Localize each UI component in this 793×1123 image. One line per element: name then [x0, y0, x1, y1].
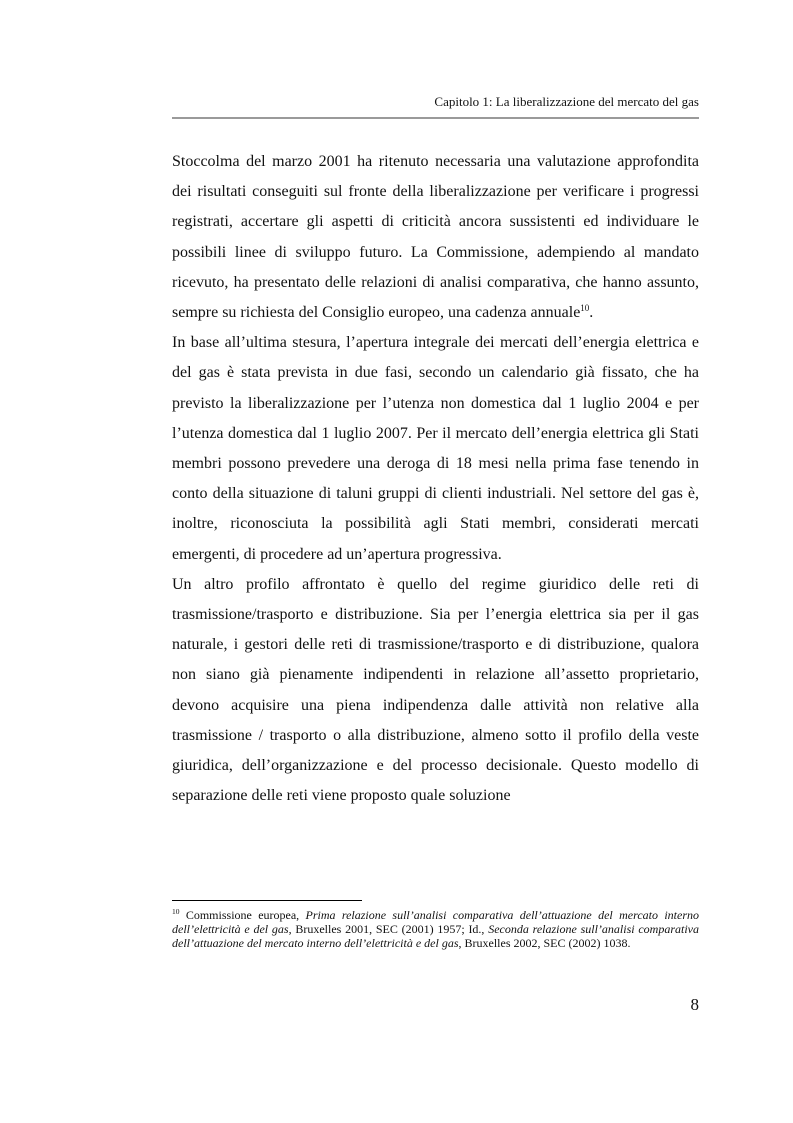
paragraph-1-text: Stoccolma del marzo 2001 ha ritenuto necessaria una valutazione approfondita dei risultati conseguiti sul fronte della liberalizzazione per verificare i progressi registrati, accertare gli aspetti di criticità ancora sussistenti ed individuare le possibili linee di sviluppo futuro. La Commissione, adempiendo al mandato ricevuto, ha presentato delle relazioni di analisi comparativa, che hanno assunto, sempre su richiesta del Consiglio europeo, una cadenza annuale	[172, 153, 699, 322]
footnote-text-2: , Bruxelles 2001, SEC (2001) 1957; Id.,	[288, 922, 489, 937]
footnote	[172, 908, 699, 951]
paragraph-1-end: .	[589, 304, 594, 322]
running-header: Capitolo 1: La liberalizzazione del mercato del gas	[434, 94, 699, 109]
footnote-reference[interactable]: 10	[580, 303, 590, 314]
paragraph-1	[172, 147, 699, 328]
footnote-separator	[172, 900, 362, 901]
body-text	[172, 147, 699, 811]
footnote-number: 10	[172, 907, 180, 916]
footnote-title-2: Seconda relazione sull’analisi comparativa dell’attuazione del mercato interno dell’elettricità e del gas	[172, 922, 700, 951]
page-number: 8	[690, 995, 699, 1014]
footnote-text-1: Commissione europea,	[179, 908, 306, 922]
paragraph-3: Un altro profilo affrontato è quello del regime giuridico delle reti di trasmissione/trasporto e distribuzione. Sia per l’energia elettrica sia per il gas naturale, i gestori delle reti di trasmissione/trasporto e di distribuzione, qualora non siano già pienamente indipendenti in relazione all’assetto proprietario, devono acquisire una piena indipendenza dalle attività non relative alla trasmissione / trasporto o alla distribuzione, almeno sotto il profilo della veste giuridica, dell’organizzazione e del processo decisionale. Questo modello di separazione delle reti viene proposto quale soluzione	[172, 575, 699, 805]
header-rule	[172, 117, 699, 119]
footnote-title-1: Prima relazione sull’analisi comparativa dell’attuazione del mercato interno dell’elettricità e del gas	[172, 908, 699, 937]
footnote-text-3: , Bruxelles 2002, SEC (2002) 1038.	[458, 936, 631, 951]
paragraph-2: In base all’ultima stesura, l’apertura integrale dei mercati dell’energia elettrica e del gas è stata prevista in due fasi, secondo un calendario già fissato, che ha previsto la liberalizzazione per l’utenza non domestica dal 1 luglio 2004 e per l’utenza domestica dal 1 luglio 2007. Per il mercato dell’energia elettrica gli Stati membri possono prevedere una deroga di 18 mesi nella prima fase tenendo in conto della situazione di taluni gruppi di clienti industriali. Nel settore del gas è, inoltre, riconosciuta la possibilità agli Stati membri, considerati mercati emergenti, di procedere ad un’apertura progressiva.	[172, 334, 699, 563]
